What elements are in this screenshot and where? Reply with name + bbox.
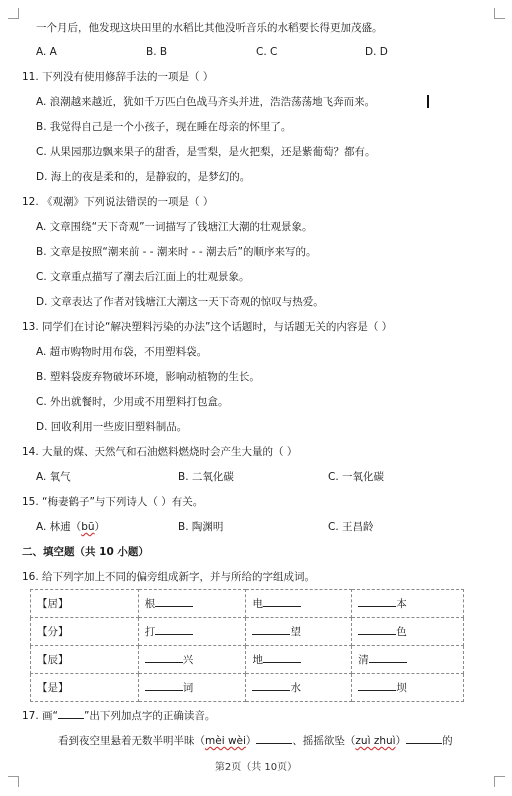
q10-option-c: C. C <box>256 46 278 58</box>
q16-cell <box>352 618 464 646</box>
q11-option-b: B. 我觉得自己是一个小孩子，现在睡在母亲的怀里了。 <box>36 121 292 133</box>
q15-option-a <box>36 520 105 534</box>
q11-option-a: A. 浪潮越来越近，犹如千万匹白色战马齐头并进，浩浩荡荡地飞奔而来。 <box>36 96 376 108</box>
q16-answer-blank[interactable] <box>358 680 396 691</box>
q14-option-c: C. 一氧化碳 <box>328 471 385 483</box>
q15-option-c: C. 王昌龄 <box>328 521 374 533</box>
q10-option-b: B. B <box>146 46 168 58</box>
q12-option-d: D. 文章表达了作者对钱塘江大潮这一天下奇观的惊叹与热爱。 <box>36 296 324 308</box>
q16-answer-blank[interactable] <box>252 624 290 635</box>
q12-option-a: A. 文章围绕“天下奇观”一词描写了钱塘江大潮的壮观景象。 <box>36 221 313 233</box>
text-cursor <box>427 95 429 108</box>
q17-text-2: ） <box>245 735 257 747</box>
q12-option-b: B. 文章是按照“潮来前 - - 潮来时 - - 潮去后”的顺序来写的。 <box>36 246 317 258</box>
q16-cell-post: 色 <box>396 626 407 638</box>
q16-cell <box>138 674 246 702</box>
q15-option-a-label: A. 林逋（ <box>36 521 82 533</box>
q16-cell <box>352 674 464 702</box>
q13-option-b: B. 塑料袋废弃物破坏环境，影响动植物的生长。 <box>36 371 260 383</box>
q11-option-c: C. 从果园那边飘来果子的甜香，是雪梨，是火把梨，还是紫葡萄？都有。 <box>36 146 376 158</box>
q16-cell <box>246 590 352 618</box>
q16-cell-post: 坝 <box>396 682 407 694</box>
q15-option-a-pinyin: bū <box>81 521 95 533</box>
q17-text-5: 的 <box>442 735 453 747</box>
q16-cell-pre: 电 <box>252 598 263 610</box>
q16-row-label: 【辰】 <box>31 646 139 674</box>
q16-cell-pre: 地 <box>252 654 263 666</box>
q16-cell-pre: 根 <box>144 598 156 610</box>
q17-sentence <box>58 733 453 748</box>
q17-text-4: ） <box>395 735 407 747</box>
q17-pinyin-1: mèi wèi <box>205 735 246 747</box>
q16-cell-post: 兴 <box>182 654 194 666</box>
q13-option-c: C. 外出就餐时，少用或不用塑料打包盒。 <box>36 396 229 408</box>
q13-stem: 13. 同学们在讨论“解决塑料污染的办法”这个话题时，与话题无关的内容是（ ） <box>22 321 393 333</box>
q17-answer-blank-1[interactable] <box>256 733 292 744</box>
q17-stem-post: ”出下列加点字的正确读音。 <box>83 710 216 722</box>
q16-cell <box>246 646 352 674</box>
q16-cell-post: 水 <box>290 682 301 694</box>
q17-text-3: 、摇摇欲坠（ <box>292 735 356 747</box>
q13-option-a: A. 超市购物时用布袋，不用塑料袋。 <box>36 346 208 358</box>
q16-answer-blank[interactable] <box>145 680 183 691</box>
q16-cell-pre: 清 <box>358 654 369 666</box>
table-row <box>31 618 464 646</box>
q16-cell-post: 本 <box>396 598 407 610</box>
q16-answer-blank[interactable] <box>263 652 301 663</box>
q14-option-b: B. 二氧化碳 <box>178 471 234 483</box>
corner-mark-bottom-right <box>494 776 505 787</box>
q16-cell <box>138 618 246 646</box>
q10-option-a: A. A <box>36 46 57 58</box>
q13-option-d: D. 回收利用一些废旧塑料制品。 <box>36 421 188 433</box>
q16-cell <box>352 590 464 618</box>
q16-table <box>30 589 464 702</box>
table-row <box>31 646 464 674</box>
q16-row-label: 【居】 <box>31 590 139 618</box>
q16-cell-post: 望 <box>290 626 301 638</box>
q16-row-label: 【是】 <box>31 674 139 702</box>
q16-cell-post: 词 <box>182 682 194 694</box>
q16-cell-pre: 打 <box>144 626 156 638</box>
top-line-text: 一个月后，他发现这块田里的水稻比其他没听音乐的水稻要长得更加茂盛。 <box>36 22 383 34</box>
q16-answer-blank[interactable] <box>145 652 183 663</box>
q17-underline-sample <box>58 708 84 719</box>
q17-pinyin-2: zuì zhuì <box>355 735 396 747</box>
q17-stem-pre: 17. 画“ <box>22 710 58 722</box>
q16-answer-blank[interactable] <box>358 596 396 607</box>
q12-stem: 12. 《观潮》下列说法错误的一项是（ ） <box>22 196 214 208</box>
q11-stem: 11. 下列没有使用修辞手法的一项是（ ） <box>22 71 214 83</box>
q16-cell <box>138 646 246 674</box>
table-row <box>31 674 464 702</box>
q12-option-c: C. 文章重点描写了潮去后江面上的壮观景象。 <box>36 271 250 283</box>
q16-cell <box>246 674 352 702</box>
q14-option-a: A. 氧气 <box>36 471 71 483</box>
q16-cell <box>352 646 464 674</box>
q16-answer-blank[interactable] <box>358 624 396 635</box>
page-footer: 第2页（共 10页） <box>214 762 298 773</box>
q14-stem: 14. 大量的煤、天然气和石油燃料燃烧时会产生大量的（ ） <box>22 446 298 458</box>
q16-stem: 16. 给下列字加上不同的偏旁组成新字，并与所给的字组成词。 <box>22 571 316 583</box>
corner-mark-top-left <box>8 8 19 19</box>
q16-answer-blank[interactable] <box>369 652 407 663</box>
section-heading-fill-in: 二、填空题（共 10 小题） <box>22 546 149 558</box>
corner-mark-bottom-left <box>8 776 19 787</box>
q15-option-b: B. 陶渊明 <box>178 521 224 533</box>
q15-stem: 15. “梅妻鹤子”与下列诗人（ ）有关。 <box>22 496 204 508</box>
q16-answer-blank[interactable] <box>155 596 193 607</box>
q16-row-label: 【分】 <box>31 618 139 646</box>
corner-mark-top-right <box>494 8 505 19</box>
q17-answer-blank-2[interactable] <box>406 733 442 744</box>
q16-answer-blank[interactable] <box>252 680 290 691</box>
q16-answer-blank[interactable] <box>263 596 301 607</box>
q17-stem <box>22 708 215 723</box>
q10-option-d: D. D <box>365 46 388 58</box>
q17-text-1: 看到夜空里悬着无数半明半昧（ <box>58 735 205 747</box>
q16-cell <box>138 590 246 618</box>
q16-answer-blank[interactable] <box>155 624 193 635</box>
q11-option-d: D. 海上的夜是柔和的，是静寂的，是梦幻的。 <box>36 171 251 183</box>
table-row <box>31 590 464 618</box>
q16-cell <box>246 618 352 646</box>
q15-option-a-close: ） <box>94 521 106 533</box>
